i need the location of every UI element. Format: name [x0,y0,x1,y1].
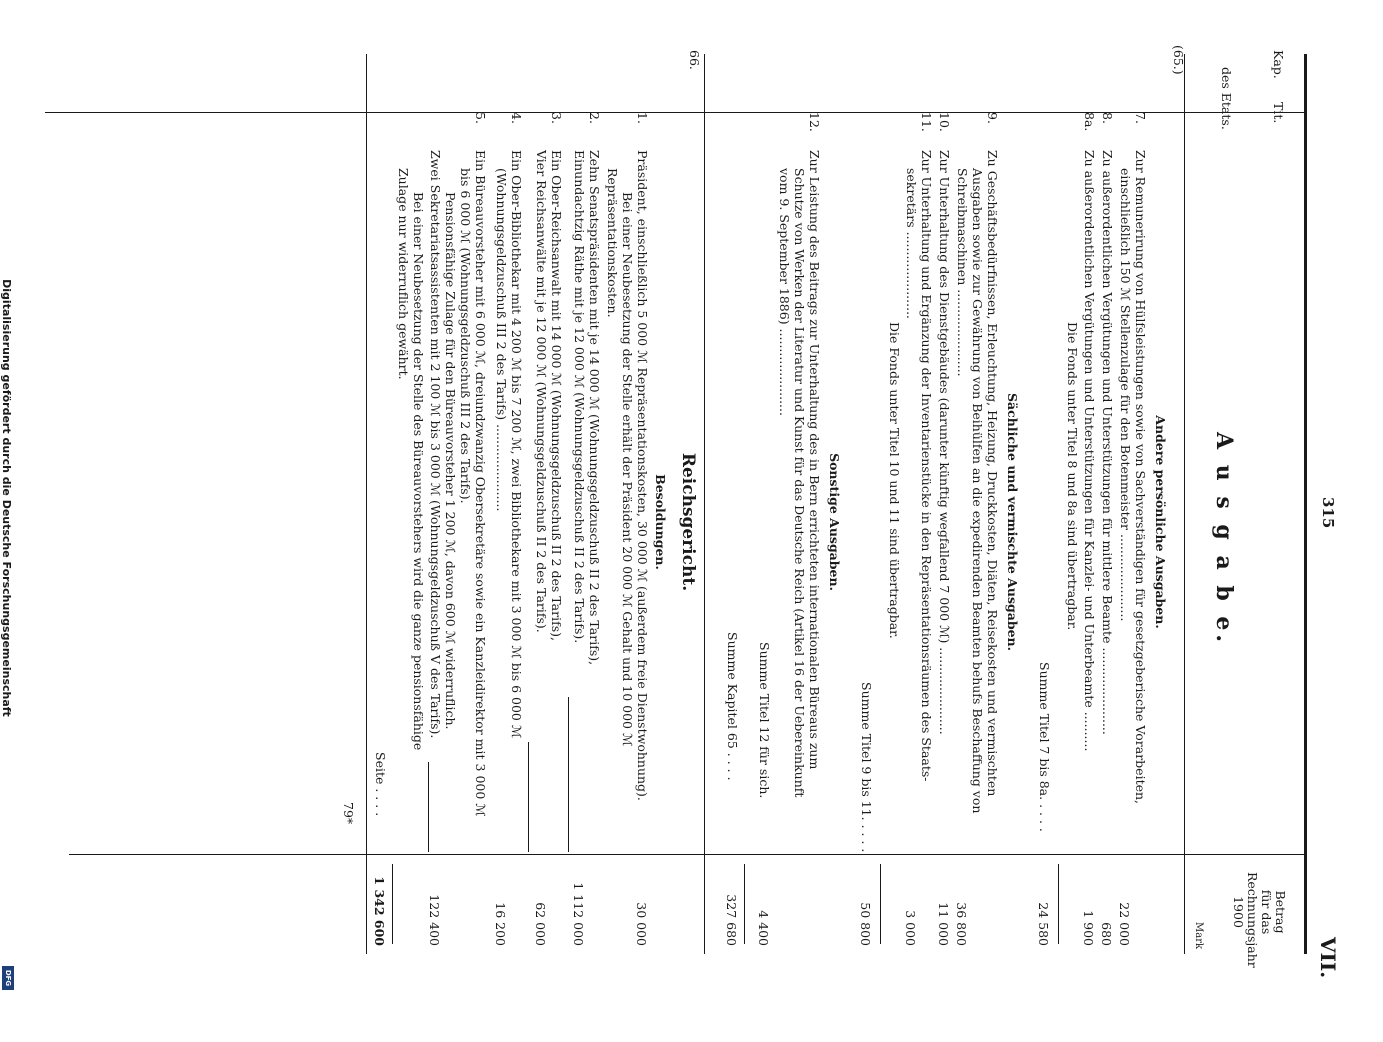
row-number: 2. [587,112,602,124]
row-number: 12. [807,112,822,132]
row-note: Die Fonds unter Titel 8 und 8a sind übertragbar. [1065,322,1080,631]
row-text: Zur Unterhaltung und Ergänzung der Inventarienstücke in den Repräsentationsräumen des Staats- [919,150,934,782]
kapitel-number: 66. [687,50,702,70]
header-bottom-rule [1184,54,1185,954]
sum-label: Summe Titel 7 bis 8a. . . . . [1037,662,1052,832]
kapitel-subtitle: Besoldungen. [653,474,668,570]
digitization-notice: Digitalisierung gefördert durch die Deutsche Forschungsgemeinschaft [0,279,13,717]
rotated-page [45,42,1340,1042]
col-etats: des Etats. [1219,67,1234,130]
row-text: Zwei Sekretariatsassistenten mit 2 100 ℳ bis 3 000 ℳ (Wohnungsgeldzuschuß V des Tarifs). [428,150,443,739]
row-text: Ein Ober-Reichsanwalt mit 14 000 ℳ (Wohnungsgeldzuschuß II 2 des Tarifs), [549,150,564,641]
sum-label: Summe Titel 9 bis 11. . . . . [859,682,874,853]
group-heading: Sächliche und vermischte Ausgaben. [1005,393,1020,651]
row-text: Ein Büreauvorsteher mit 6 000 ℳ, dreiundzwanzig Obersekretäre sowie ein Kanzleidirektor mit 3 000 ℳ [473,150,488,817]
row-text: vom 9. September 1886) ...................... [777,168,792,416]
row-text: Zur Unterhaltung des Dienstgebäudes (darunter künftig wegfallend 7 000 ℳ) ...................... [937,150,952,735]
row-amount: 62 000 [533,902,548,946]
row-amount: 1 900 [1081,910,1096,946]
row-text: Vier Reichsanwälte mit je 12 000 ℳ (Wohnungsgeldzuschuß II 2 des Tarifs). [534,150,549,633]
row-text: Ein Ober-Bibliothekar mit 4 200 ℳ bis 7 200 ℳ, zwei Bibliothekare mit 3 000 ℳ bis 6 000 ℳ [509,150,524,739]
group-heading: Sonstige Ausgaben. [827,453,842,591]
row-number: 11. [919,112,934,132]
header-left-rule [45,112,1305,113]
row-text: Zu außerordentlichen Vergütungen und Unterstützungen für Kanzlei- und Unterbeamte .......... [1082,150,1097,752]
row-text: Bei einer Neubesetzung der Stelle erhält der Präsident 20 000 ℳ Gehalt und 10 000 ℳ [620,192,635,747]
row-amount: 1 112 000 [571,882,586,946]
col-tit: Tit. [1271,102,1286,124]
row-text: Schreibmaschinen ...................... [955,168,970,377]
kapitel-ref: (65.) [1171,45,1186,75]
row-amount: 3 000 [903,910,918,946]
row-number: 9. [985,112,1000,124]
row-number: 3. [549,112,564,124]
group-heading: Andere persönliche Ausgaben. [1153,415,1168,629]
page-number: 315 [1319,497,1337,529]
row-number: 8a. [1082,112,1097,132]
row-number: 1. [635,112,650,124]
row-amount: 36 800 [954,902,969,946]
subtotal-rule [744,864,745,944]
kapitel-rule [704,54,705,954]
col-unit: Mark [1193,922,1204,950]
section-number: VII. [1316,937,1340,979]
row-number: 5. [473,112,488,124]
kapitel-title: Reichsgericht. [678,452,698,592]
row-text: einschließlich 150 ℳ Stellenzulage für den Botenmeister ...................... [1118,168,1133,622]
row-text: Zur Leistung des Beitrags zur Unterhaltung des in Bern errichteten internationalen Büreaus zum [807,150,822,770]
bottom-rule [366,54,367,954]
column-rule [528,742,529,852]
row-note: Die Fonds unter Titel 10 und 11 sind übertragbar. [887,322,902,639]
column-rule [428,762,429,852]
row-text: Zu Geschäftsbedürfnissen, Erleuchtung, Heizung, Druckkosten, Diäten, Reisekosten und vermischten [985,150,1000,797]
row-number: 10. [937,112,952,132]
row-number: 7. [1133,112,1148,124]
row-amount: 122 400 [427,894,442,946]
row-text: Ausgaben sowie zur Gewährung von Beihülfen an die expedirenden Beamten behufs Beschaffung von [970,168,985,814]
row-text: Zehn Senatspräsidenten mit je 14 000 ℳ (Wohnungsgeldzuschuß II 2 des Tarifs), [587,150,602,666]
top-rule [1304,54,1307,954]
row-amount: 30 000 [634,902,649,946]
dfg-logo: DFG [2,966,14,990]
subtotal-rule [880,864,881,944]
column-rule [568,697,569,852]
row-text: (Wohnungsgeldzuschuß III 2 des Tarifs) ...................... [494,168,509,512]
row-text: Repräsentationskosten. [605,168,620,318]
col-kap: Kap. [1271,50,1286,79]
row-text: Zur Remunerirung von Hülfsleistungen sowie von Sachverständigen für gesetzgeberische Vorarbeiten, [1133,150,1148,805]
digitization-strip [0,0,18,1000]
kapitel-sum-amount: 327 680 [724,894,739,946]
row-text: Zu außerordentlichen Vergütungen und Unterstützungen für mittlere Beamte ...................... [1100,150,1115,735]
seite-label: Seite . . . . [373,752,388,817]
subtotal-rule [1058,864,1059,944]
sum-amount: 24 580 [1036,902,1051,946]
row-number: 8. [1100,112,1115,124]
kapitel-sum-label: Summe Kapitel 65 . . . . [725,632,740,781]
row-text: sekretärs ...................... [904,168,919,320]
sum-label: Summe Titel 12 für sich. [757,642,772,799]
sheet-mark: 79* [341,802,356,825]
row-text: Einundachtzig Räthe mit je 12 000 ℳ (Wohnungsgeldzuschuß II 2 des Tarifs). [572,150,587,644]
page-total-rule [392,864,393,944]
row-number: 4. [509,112,524,124]
row-text: Pensionsfähige Zulage für den Büreauvorsteher 1 200 ℳ, davon 600 ℳ widerruflich. [443,192,458,730]
row-amount: 22 000 [1117,902,1132,946]
sum-amount: 4 400 [756,910,771,946]
sum-amount: 50 800 [858,902,873,946]
row-text: Schutze von Werken der Literatur und Kunst für das Deutsche Reich (Artikel 16 der Uebereinkunft [792,168,807,798]
row-text: Präsident, einschließlich 5 000 ℳ Repräsentationskosten, 30 000 ℳ (außerdem freie Dienstwohnung). [635,150,650,801]
row-amount: 11 000 [936,902,951,946]
seite-amount: 1 342 600 [372,876,387,946]
row-text: Bei einer Neubesetzung der Stelle des Büreauvorstehers wird die ganze pensionsfähige [411,192,426,751]
row-amount: 16 200 [493,902,508,946]
row-text: Zulage nur widerruflich gewährt. [396,168,411,380]
row-amount: 680 [1099,922,1114,946]
col-betrag: Betrag für das Rechnungsjahr 1900 [1231,872,1288,968]
row-text: bis 6 000 ℳ (Wohnungsgeldzuschuß III 2 des Tarifs). [458,168,473,504]
page-title: A u s g a b e. [1211,432,1237,647]
